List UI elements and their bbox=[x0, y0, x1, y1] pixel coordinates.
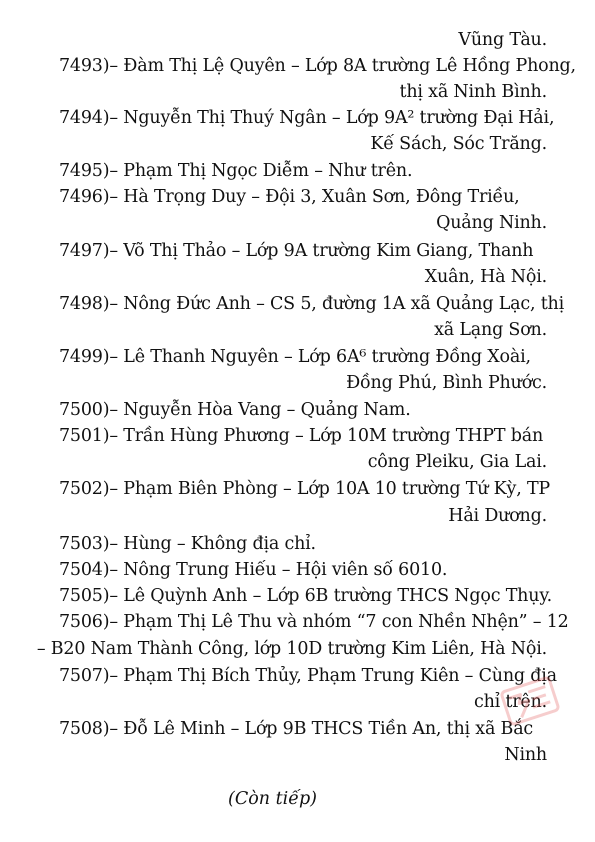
entry-number: 7494) bbox=[59, 108, 110, 128]
entry-text: – Nguyễn Hòa Vang – Quảng Nam. bbox=[109, 400, 411, 420]
entry-7501-continuation: công Pleiku, Gia Lai. bbox=[367, 452, 547, 472]
entry-text: – Phạm Thị Bích Thủy, Phạm Trung Kiên – Cùng địa bbox=[109, 666, 557, 686]
entry-number: 7497) bbox=[59, 241, 110, 261]
entry-7493-continuation: thị xã Ninh Bình. bbox=[399, 82, 547, 102]
entry-text: – Đỗ Lê Minh – Lớp 9B THCS Tiền An, thị xã Bắc bbox=[109, 719, 534, 739]
entry-continuation-line: Vũng Tàu. bbox=[458, 30, 547, 50]
entry-text: – Nông Trung Hiếu – Hội viên số 6010. bbox=[109, 560, 448, 580]
entry-7500 bbox=[59, 399, 411, 421]
entry-text: – Hùng – Không địa chỉ. bbox=[109, 534, 316, 554]
entry-7494-continuation: Kế Sách, Sóc Trăng. bbox=[370, 134, 547, 154]
continued-note: (Còn tiếp) bbox=[228, 789, 318, 809]
entry-number: 7506) bbox=[59, 612, 110, 632]
entry-7499-continuation: Đồng Phú, Bình Phước. bbox=[346, 373, 547, 393]
entry-7502-continuation: Hải Dương. bbox=[448, 506, 547, 526]
entry-text: – Nông Đức Anh – CS 5, đường 1A xã Quảng Lạc, thị bbox=[109, 294, 565, 314]
entry-text: – Phạm Thị Ngọc Diễm – Như trên. bbox=[109, 161, 413, 181]
entry-number: 7502) bbox=[59, 479, 110, 499]
entry-7496-continuation: Quảng Ninh. bbox=[436, 213, 547, 233]
entry-7508-continuation: Ninh bbox=[504, 745, 547, 765]
entry-number: 7507) bbox=[59, 666, 110, 686]
entry-text: – Đàm Thị Lệ Quyên – Lớp 8A trường Lê Hồng Phong, bbox=[109, 56, 576, 76]
entry-text: – Lê Thanh Nguyên – Lớp 6A⁶ trường Đồng Xoài, bbox=[109, 347, 531, 367]
entry-7507 bbox=[59, 665, 557, 687]
entry-text: – Trần Hùng Phương – Lớp 10M trường THPT bán bbox=[109, 426, 544, 446]
entry-7501 bbox=[59, 425, 543, 447]
entry-text: – Lê Quỳnh Anh – Lớp 6B trường THCS Ngọc Thụy. bbox=[109, 586, 553, 606]
entry-7504 bbox=[59, 559, 447, 581]
entry-number: 7508) bbox=[59, 719, 110, 739]
entry-number: 7501) bbox=[59, 426, 110, 446]
entry-7495 bbox=[59, 160, 412, 182]
entry-number: 7495) bbox=[59, 161, 110, 181]
entry-7499 bbox=[59, 346, 531, 368]
entry-number: 7493) bbox=[59, 56, 110, 76]
entry-text: – Võ Thị Thảo – Lớp 9A trường Kim Giang, Thanh bbox=[109, 241, 534, 261]
entry-number: 7503) bbox=[59, 534, 110, 554]
watermark-stamp-icon bbox=[499, 670, 561, 732]
entry-number: 7496) bbox=[59, 187, 110, 207]
entry-number: 7504) bbox=[59, 560, 110, 580]
entry-7506 bbox=[59, 611, 569, 633]
entry-7493 bbox=[59, 55, 576, 77]
entry-number: 7500) bbox=[59, 400, 110, 420]
entry-text: – Hà Trọng Duy – Đội 3, Xuân Sơn, Đông Triều, bbox=[109, 187, 520, 207]
entry-text: – Nguyễn Thị Thuý Ngân – Lớp 9A² trường Đại Hải, bbox=[109, 108, 555, 128]
entry-text: – Phạm Biên Phòng – Lớp 10A 10 trường Tứ Kỳ, TP bbox=[109, 479, 551, 499]
entry-7497-continuation: Xuân, Hà Nội. bbox=[424, 267, 547, 287]
entry-7505 bbox=[59, 585, 552, 607]
entry-7498-continuation: xã Lạng Sơn. bbox=[434, 320, 547, 340]
entry-7498 bbox=[59, 293, 564, 315]
entry-text: – Phạm Thị Lê Thu và nhóm “7 con Nhền Nhện” – 12 bbox=[109, 612, 569, 632]
entry-7508 bbox=[59, 718, 533, 740]
entry-7497 bbox=[59, 240, 533, 262]
entry-number: 7499) bbox=[59, 347, 110, 367]
entry-7496 bbox=[59, 186, 520, 208]
entry-7494 bbox=[59, 107, 554, 129]
entry-7507-continuation: chỉ trên. bbox=[473, 692, 547, 712]
entry-7503 bbox=[59, 533, 316, 555]
entry-7506-continuation: – B20 Nam Thành Công, lớp 10D trường Kim Liên, Hà Nội. bbox=[36, 639, 547, 659]
entry-7502 bbox=[59, 478, 550, 500]
entry-number: 7498) bbox=[59, 294, 110, 314]
entry-number: 7505) bbox=[59, 586, 110, 606]
